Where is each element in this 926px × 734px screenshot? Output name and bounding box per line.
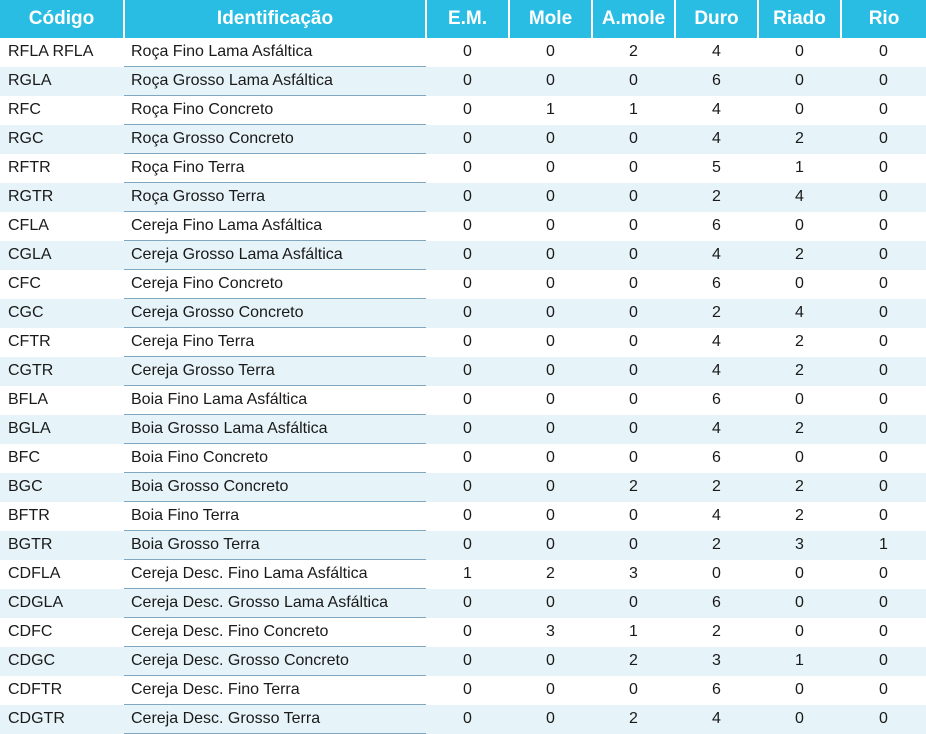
cell-rio: 0 (841, 357, 926, 386)
cell-duro: 4 (675, 357, 758, 386)
cell-codigo: BFC (8, 449, 40, 466)
cell-identificacao: Cereja Desc. Fino Concreto (124, 618, 426, 647)
cell-mole: 0 (509, 183, 592, 212)
table-body (0, 38, 926, 734)
cell-identificacao: Boia Fino Concreto (124, 444, 426, 473)
cell-mole: 0 (509, 531, 592, 560)
column-header-riado: Riado (758, 0, 841, 38)
cell-identificacao: Cereja Fino Concreto (124, 270, 426, 299)
cell-mole: 0 (546, 333, 555, 350)
cell-em: 0 (463, 449, 472, 466)
cell-duro: 4 (712, 43, 721, 61)
cell-riado: 0 (795, 391, 804, 408)
cell-duro: 5 (712, 159, 721, 176)
cell-riado: 0 (795, 681, 804, 698)
cell-em: 0 (426, 415, 509, 444)
cell-amole: 0 (592, 125, 675, 154)
table-row (0, 473, 926, 502)
cell-rio: 0 (879, 43, 888, 61)
cell-codigo: CDFTR (8, 681, 63, 698)
column-header-duro: Duro (675, 0, 758, 38)
cell-identificacao: Cereja Fino Terra (124, 328, 426, 357)
cell-mole: 0 (546, 507, 555, 524)
cell-amole: 0 (592, 67, 675, 96)
cell-em: 0 (426, 67, 509, 96)
cell-amole: 0 (592, 299, 675, 328)
cell-mole: 0 (509, 589, 592, 618)
cell-duro: 3 (675, 647, 758, 676)
cell-codigo: CDGC (0, 647, 124, 676)
cell-rio: 0 (879, 217, 888, 234)
cell-amole: 1 (629, 101, 638, 118)
cell-riado: 0 (795, 565, 804, 582)
cell-codigo: CDGLA (0, 589, 124, 618)
cell-identificacao: Cereja Desc. Grosso Concreto (124, 647, 426, 676)
cell-codigo: CDFC (8, 623, 53, 640)
cell-codigo: CGLA (0, 241, 124, 270)
cell-identificacao: Cereja Desc. Fino Lama Asfáltica (124, 560, 426, 589)
column-header-identificacao: Identificação (124, 0, 426, 38)
cell-mole: 0 (546, 275, 555, 292)
table-row (0, 386, 926, 415)
cell-riado: 0 (758, 589, 841, 618)
cell-amole: 0 (629, 449, 638, 466)
table-row (0, 125, 926, 154)
cell-duro: 2 (675, 531, 758, 560)
cell-rio: 0 (841, 183, 926, 212)
cell-rio: 0 (841, 67, 926, 96)
cell-duro: 4 (675, 415, 758, 444)
cell-duro: 2 (712, 623, 721, 640)
header-row (0, 0, 926, 38)
cell-duro: 4 (712, 333, 721, 350)
cell-amole: 0 (592, 357, 675, 386)
cell-rio: 0 (879, 623, 888, 640)
table-header (0, 0, 926, 38)
cell-duro: 6 (712, 391, 721, 408)
cell-riado: 0 (758, 67, 841, 96)
cell-codigo: RGLA (0, 67, 124, 96)
cell-riado: 2 (795, 333, 804, 350)
column-header-rio: Rio (841, 0, 926, 38)
cell-codigo: RGC (0, 125, 124, 154)
cell-identificacao: Roça Grosso Concreto (124, 125, 426, 154)
cell-mole: 0 (509, 241, 592, 270)
cell-duro: 4 (712, 507, 721, 524)
cell-em: 0 (463, 623, 472, 640)
cell-mole: 0 (546, 43, 555, 61)
cell-em: 0 (426, 647, 509, 676)
column-header-em: E.M. (426, 0, 509, 38)
table-row (0, 38, 926, 67)
cell-em: 0 (426, 241, 509, 270)
cell-rio: 0 (841, 299, 926, 328)
cell-riado: 0 (795, 623, 804, 640)
cell-rio: 0 (841, 125, 926, 154)
cell-identificacao: Cereja Grosso Terra (124, 357, 426, 386)
cell-rio: 0 (841, 241, 926, 270)
cell-codigo: RFTR (8, 159, 51, 176)
cell-amole: 0 (592, 531, 675, 560)
table-row (0, 415, 926, 444)
cell-duro: 6 (712, 275, 721, 292)
cell-riado: 1 (795, 159, 804, 176)
cell-identificacao: Roça Fino Terra (124, 154, 426, 183)
cell-amole: 0 (629, 507, 638, 524)
cell-em: 0 (426, 589, 509, 618)
cell-identificacao: Boia Grosso Concreto (124, 473, 426, 502)
cell-amole: 1 (629, 623, 638, 640)
table-row (0, 676, 926, 705)
cell-amole: 0 (592, 415, 675, 444)
cell-identificacao: Cereja Desc. Fino Terra (124, 676, 426, 705)
cell-identificacao: Roça Grosso Lama Asfáltica (124, 67, 426, 96)
table-row (0, 502, 926, 531)
cell-rio: 0 (879, 159, 888, 176)
cell-codigo: CGC (0, 299, 124, 328)
table-row (0, 531, 926, 560)
cell-em: 0 (463, 333, 472, 350)
cell-mole: 2 (546, 565, 555, 582)
cell-duro: 4 (675, 705, 758, 734)
cell-codigo: CFTR (8, 333, 51, 350)
cell-em: 0 (426, 531, 509, 560)
cell-rio: 0 (879, 391, 888, 408)
cell-duro: 6 (675, 67, 758, 96)
cell-rio: 0 (879, 449, 888, 466)
cell-amole: 2 (592, 705, 675, 734)
cell-amole: 2 (592, 647, 675, 676)
cell-amole: 3 (629, 565, 638, 582)
cell-codigo: BGC (0, 473, 124, 502)
cell-rio: 0 (841, 647, 926, 676)
cell-identificacao: Cereja Desc. Grosso Lama Asfáltica (124, 589, 426, 618)
cell-codigo: CFLA (8, 217, 49, 234)
cell-mole: 0 (509, 705, 592, 734)
cell-codigo: BFLA (8, 391, 49, 408)
cell-codigo: CFC (8, 275, 41, 292)
cell-em: 0 (426, 357, 509, 386)
cell-amole: 0 (629, 681, 638, 698)
cell-rio: 0 (841, 415, 926, 444)
cell-riado: 2 (758, 473, 841, 502)
cell-mole: 0 (546, 449, 555, 466)
cell-identificacao: Cereja Desc. Grosso Terra (124, 705, 426, 734)
table-row (0, 67, 926, 96)
cell-rio: 0 (879, 565, 888, 582)
cell-identificacao: Cereja Grosso Concreto (124, 299, 426, 328)
cell-riado: 0 (795, 275, 804, 292)
table-row (0, 328, 926, 357)
table-row (0, 589, 926, 618)
cell-rio: 0 (879, 681, 888, 698)
cell-duro: 6 (712, 449, 721, 466)
cell-em: 0 (463, 507, 472, 524)
cell-riado: 0 (795, 217, 804, 234)
cell-codigo: RFLA RFLA (8, 43, 94, 61)
cell-mole: 0 (546, 681, 555, 698)
cell-em: 1 (463, 565, 472, 582)
cell-identificacao: Roça Grosso Terra (124, 183, 426, 212)
cell-mole: 0 (509, 647, 592, 676)
cell-duro: 4 (675, 241, 758, 270)
table-row (0, 270, 926, 299)
cell-rio: 0 (841, 705, 926, 734)
cell-identificacao: Boia Fino Lama Asfáltica (124, 386, 426, 415)
cell-duro: 6 (675, 589, 758, 618)
cell-duro: 2 (675, 183, 758, 212)
table-row (0, 705, 926, 734)
cell-amole: 0 (592, 241, 675, 270)
cell-riado: 0 (795, 101, 804, 118)
cell-rio: 0 (879, 101, 888, 118)
cell-rio: 0 (879, 333, 888, 350)
cell-riado: 1 (758, 647, 841, 676)
cell-codigo: CDFLA (8, 565, 61, 582)
column-header-codigo: Código (0, 0, 124, 38)
cell-mole: 0 (509, 299, 592, 328)
cell-riado: 2 (758, 125, 841, 154)
cell-identificacao: Boia Grosso Lama Asfáltica (124, 415, 426, 444)
cell-codigo: BGLA (0, 415, 124, 444)
table-row (0, 647, 926, 676)
cell-codigo: CDGTR (0, 705, 124, 734)
cell-em: 0 (463, 217, 472, 234)
cell-amole: 0 (592, 589, 675, 618)
cell-amole: 0 (629, 159, 638, 176)
cell-mole: 0 (546, 159, 555, 176)
cell-rio: 0 (841, 589, 926, 618)
cell-rio: 0 (879, 507, 888, 524)
table-row (0, 560, 926, 589)
cell-mole: 0 (509, 67, 592, 96)
table-row (0, 357, 926, 386)
cell-duro: 2 (675, 473, 758, 502)
cell-mole: 0 (546, 217, 555, 234)
cell-riado: 4 (758, 183, 841, 212)
table-row (0, 241, 926, 270)
cell-mole: 0 (509, 357, 592, 386)
cell-duro: 4 (675, 125, 758, 154)
cell-rio: 0 (879, 275, 888, 292)
column-header-mole: Mole (509, 0, 592, 38)
cell-duro: 2 (675, 299, 758, 328)
cell-em: 0 (463, 43, 472, 61)
cell-riado: 0 (795, 449, 804, 466)
table-row (0, 618, 926, 647)
table-row (0, 183, 926, 212)
table-row (0, 212, 926, 241)
cell-identificacao: Roça Fino Lama Asfáltica (124, 38, 426, 67)
cell-mole: 0 (509, 473, 592, 502)
table-row (0, 299, 926, 328)
cell-duro: 0 (712, 565, 721, 582)
cell-codigo: RGTR (0, 183, 124, 212)
cell-identificacao: Boia Fino Terra (124, 502, 426, 531)
cell-duro: 4 (712, 101, 721, 118)
table-row (0, 96, 926, 125)
cell-duro: 6 (712, 681, 721, 698)
cell-amole: 0 (629, 217, 638, 234)
cell-mole: 1 (546, 101, 555, 118)
cell-codigo: CGTR (0, 357, 124, 386)
cell-amole: 2 (629, 43, 638, 61)
cell-em: 0 (463, 275, 472, 292)
cell-amole: 0 (592, 183, 675, 212)
cell-riado: 2 (795, 507, 804, 524)
cell-duro: 6 (712, 217, 721, 234)
cell-em: 0 (426, 125, 509, 154)
cell-riado: 2 (758, 241, 841, 270)
cell-em: 0 (463, 681, 472, 698)
cell-amole: 2 (592, 473, 675, 502)
cell-rio: 0 (841, 473, 926, 502)
cell-em: 0 (463, 159, 472, 176)
cell-mole: 0 (509, 125, 592, 154)
cell-amole: 0 (629, 275, 638, 292)
cell-codigo: BGTR (0, 531, 124, 560)
cell-riado: 4 (758, 299, 841, 328)
cell-mole: 3 (546, 623, 555, 640)
cell-mole: 0 (546, 391, 555, 408)
cell-codigo: RFC (8, 101, 41, 118)
cell-riado: 2 (758, 357, 841, 386)
cell-em: 0 (463, 391, 472, 408)
cell-em: 0 (463, 101, 472, 118)
table-row (0, 444, 926, 473)
cell-amole: 0 (629, 333, 638, 350)
cell-riado: 0 (795, 43, 804, 61)
cell-riado: 0 (758, 705, 841, 734)
cell-em: 0 (426, 705, 509, 734)
cell-riado: 2 (758, 415, 841, 444)
cell-mole: 0 (509, 415, 592, 444)
cell-identificacao: Cereja Grosso Lama Asfáltica (124, 241, 426, 270)
cell-codigo: BFTR (8, 507, 50, 524)
cell-rio: 1 (841, 531, 926, 560)
cell-identificacao: Cereja Fino Lama Asfáltica (124, 212, 426, 241)
cell-identificacao: Boia Grosso Terra (124, 531, 426, 560)
cell-em: 0 (426, 473, 509, 502)
cell-em: 0 (426, 299, 509, 328)
cell-amole: 0 (629, 391, 638, 408)
cell-identificacao: Roça Fino Concreto (124, 96, 426, 125)
cell-riado: 3 (758, 531, 841, 560)
column-header-amole: A.mole (592, 0, 675, 38)
table-row (0, 154, 926, 183)
cell-em: 0 (426, 183, 509, 212)
